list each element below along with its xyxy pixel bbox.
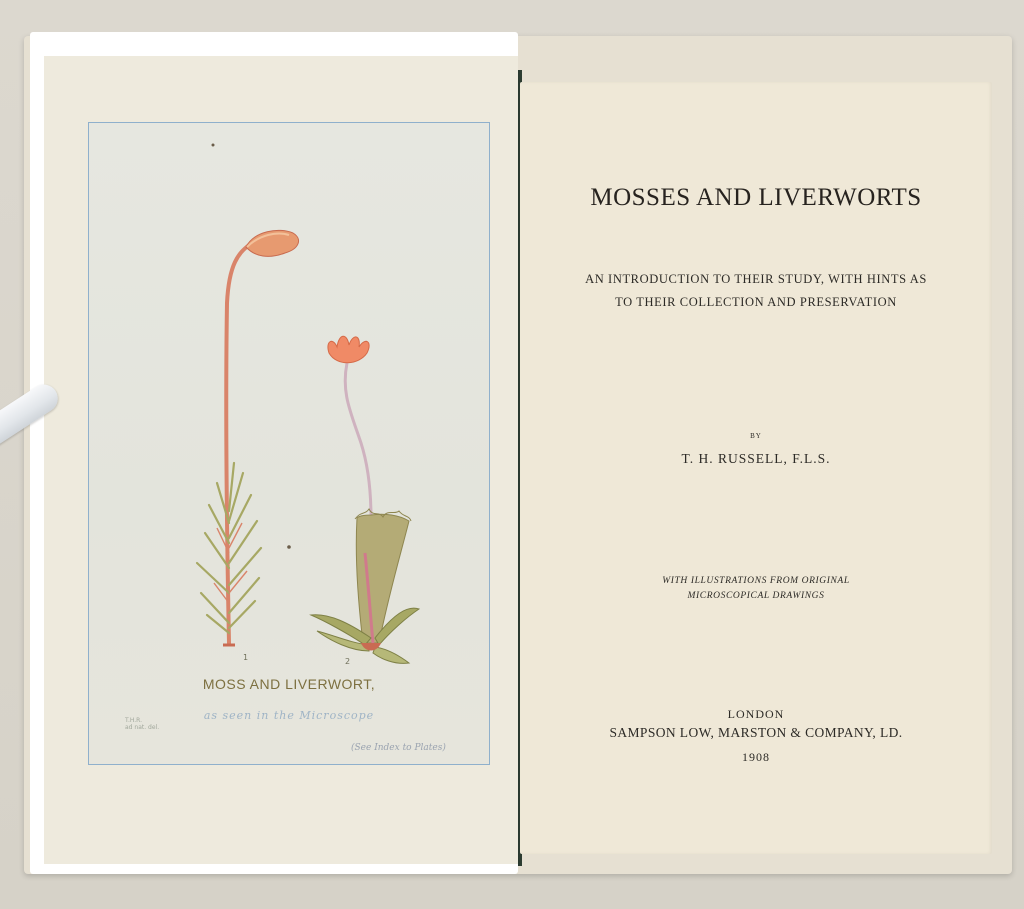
index-note: (See Index to Plates): [351, 743, 446, 753]
plate-caption: MOSS AND LIVERWORT,: [202, 676, 376, 692]
botanical-illustration: [89, 123, 491, 766]
book-title: MOSSES AND LIVERWORTS: [590, 184, 922, 211]
frontispiece-plate: [88, 122, 490, 765]
illustrations-note: WITH ILLUSTRATIONS FROM ORIGINAL MICROSCOPICAL DRAWINGS: [662, 576, 850, 601]
figure-number-1: 1: [243, 653, 249, 662]
liverwort-figure: [311, 336, 419, 663]
moss-figure: [197, 230, 299, 645]
by-label: BY: [750, 432, 762, 440]
plate-subcaption: as seen in the Microscope: [203, 709, 375, 722]
title-page: [520, 82, 992, 854]
figure-number-2: 2: [345, 657, 351, 666]
book-subtitle: AN INTRODUCTION TO THEIR STUDY, WITH HINTS AS TO THEIR COLLECTION AND PRESERVATION: [585, 272, 927, 309]
artist-initials: T.H.R. ad nat. del.: [125, 717, 160, 731]
publisher-city: LONDON: [727, 707, 785, 721]
publisher-name: SAMPSON LOW, MARSTON & COMPANY, LD.: [609, 725, 903, 740]
publication-year: 1908: [742, 750, 770, 764]
author-name: T. H. RUSSELL, F.L.S.: [681, 451, 831, 466]
